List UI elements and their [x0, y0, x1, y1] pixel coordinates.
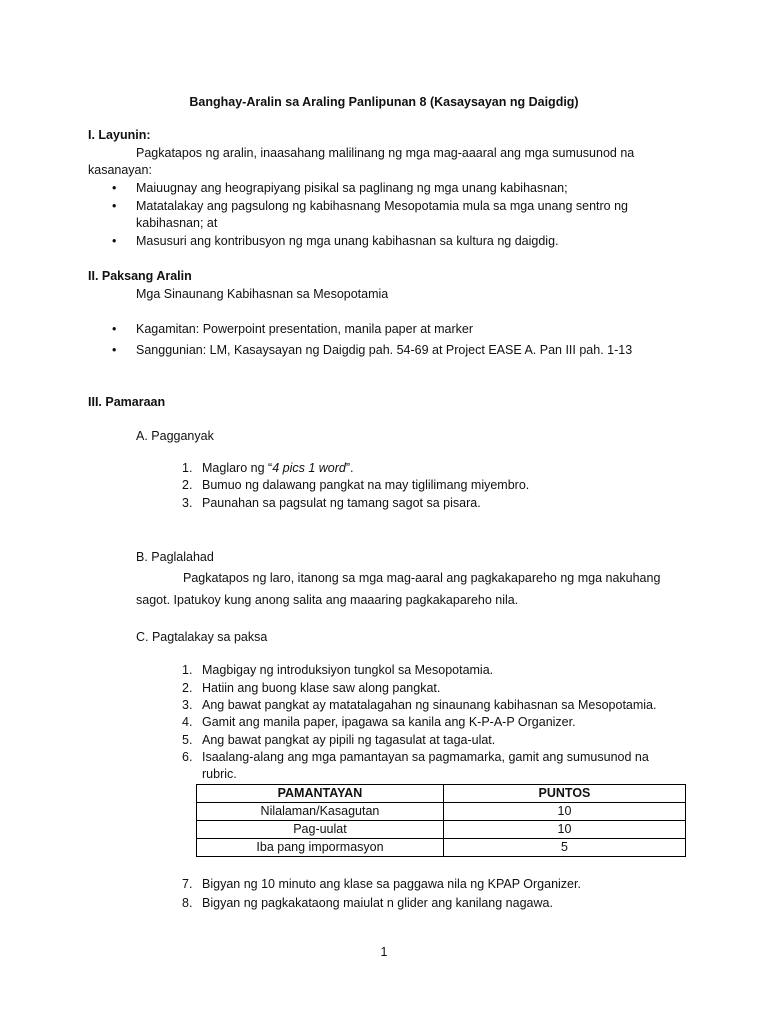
item-number: 5. [182, 733, 193, 747]
layunin-bullet [112, 198, 628, 215]
item-text-post: ”. [345, 461, 354, 475]
paksa-bullet-text: Sanggunian: LM, Kasaysayan ng Daigdig pah. 54-69 at Project EASE A. Pan III pah. 1-13 [136, 343, 633, 357]
item-text: Gamit ang manila paper, ipagawa sa kanila ang K-P-A-P Organizer. [202, 715, 576, 729]
item-number: 1. [182, 663, 193, 677]
layunin-intro-line2: kasanayan: [88, 163, 152, 177]
pagtalakay-item [182, 876, 581, 893]
pagtalakay-item [182, 662, 494, 679]
paksa-topic: Mga Sinaunang Kabihasnan sa Mesopotamia [136, 287, 389, 301]
layunin-bullet-text: Matatalakay ang pagsulong ng kabihasnang Mesopotamia mula sa mga unang sentro ng [136, 199, 628, 213]
subheading-pagganyak: A. Pagganyak [136, 429, 214, 443]
item-number: 3. [182, 698, 193, 712]
table-row [197, 839, 686, 857]
paksa-bullet [112, 321, 473, 338]
layunin-bullet [112, 180, 568, 197]
item-text: Bumuo ng dalawang pangkat na may tiglilimang miyembro. [202, 478, 530, 492]
pagtalakay-item [182, 680, 441, 697]
pagganyak-item [182, 460, 354, 477]
layunin-bullet-text: Maiuugnay ang heograpiyang pisikal sa paglinang ng mga unang kabihasnan; [136, 181, 568, 195]
table-header-row [197, 785, 686, 803]
pagtalakay-item [182, 895, 553, 912]
item-number: 2. [182, 478, 193, 492]
page-title: Banghay-Aralin sa Araling Panlipunan 8 (Kasaysayan ng Daigdig) [189, 95, 579, 109]
subheading-pagtalakay: C. Pagtalakay sa paksa [136, 630, 268, 644]
rubric-table [196, 784, 686, 857]
item-text-pre: Maglaro ng “ [202, 461, 273, 475]
bullet-marker: • [112, 322, 117, 336]
column-header: PAMANTAYAN [197, 785, 444, 803]
layunin-bullet-text: Masusuri ang kontribusyon ng mga unang kabihasnan sa kultura ng daigdig. [136, 234, 559, 248]
pagtalakay-item-continuation: rubric. [202, 767, 237, 781]
pagganyak-item [182, 495, 481, 512]
pagtalakay-item [182, 714, 576, 731]
item-text: Magbigay ng introduksiyon tungkol sa Mesopotamia. [202, 663, 494, 677]
item-number: 1. [182, 461, 193, 475]
item-text-em: 4 pics 1 word [272, 461, 346, 475]
subheading-paglalahad: B. Paglalahad [136, 550, 214, 564]
layunin-bullet [112, 233, 559, 250]
bullet-marker: • [112, 199, 117, 213]
paglalahad-line1: Pagkatapos ng laro, itanong sa mga mag-aaral ang pagkakapareho ng mga nakuhang [183, 571, 661, 585]
table-row [197, 803, 686, 821]
item-text: Paunahan sa pagsulat ng tamang sagot sa pisara. [202, 496, 481, 510]
section-heading-pamaraan: III. Pamaraan [88, 395, 166, 409]
column-header: PUNTOS [443, 785, 685, 803]
item-number: 2. [182, 681, 193, 695]
bullet-marker: • [112, 234, 117, 248]
table-cell: 5 [443, 839, 685, 857]
bullet-marker: • [112, 181, 117, 195]
paglalahad-line2: sagot. Ipatukoy kung anong salita ang maaaring pagkakapareho nila. [136, 593, 519, 607]
item-text: Bigyan ng pagkakataong maiulat n glider ang kanilang nagawa. [202, 896, 553, 910]
item-text: Hatiin ang buong klase saw along pangkat. [202, 681, 441, 695]
section-heading-paksa: II. Paksang Aralin [88, 269, 192, 283]
pagtalakay-item [182, 749, 649, 766]
pagtalakay-item [182, 697, 657, 714]
pagganyak-item [182, 477, 530, 494]
item-number: 6. [182, 750, 193, 764]
table-cell: Pag-uulat [197, 821, 444, 839]
item-number: 3. [182, 496, 193, 510]
table-row [197, 821, 686, 839]
paksa-bullet [112, 342, 633, 359]
bullet-marker: • [112, 343, 117, 357]
item-text: Isaalang-alang ang mga pamantayan sa pagmamarka, gamit ang sumusunod na [202, 750, 649, 764]
item-text: Bigyan ng 10 minuto ang klase sa paggawa nila ng KPAP Organizer. [202, 877, 581, 891]
layunin-intro-line1: Pagkatapos ng aralin, inaasahang malilinang ng mga mag-aaaral ang mga sumusunod na [136, 146, 635, 160]
table-cell: 10 [443, 821, 685, 839]
item-number: 8. [182, 896, 193, 910]
paksa-bullet-text: Kagamitan: Powerpoint presentation, manila paper at marker [136, 322, 473, 336]
item-text: Ang bawat pangkat ay pipili ng tagasulat at taga-ulat. [202, 733, 496, 747]
pagtalakay-item [182, 732, 496, 749]
page-number: 1 [380, 945, 388, 959]
layunin-bullet-continuation: kabihasnan; at [136, 216, 218, 230]
table-cell: Iba pang impormasyon [197, 839, 444, 857]
item-number: 4. [182, 715, 193, 729]
section-heading-layunin: I. Layunin: [88, 128, 151, 142]
table-cell: 10 [443, 803, 685, 821]
item-text: Ang bawat pangkat ay matatalagahan ng sinaunang kabihasnan sa Mesopotamia. [202, 698, 657, 712]
item-number: 7. [182, 877, 193, 891]
table-cell: Nilalaman/Kasagutan [197, 803, 444, 821]
